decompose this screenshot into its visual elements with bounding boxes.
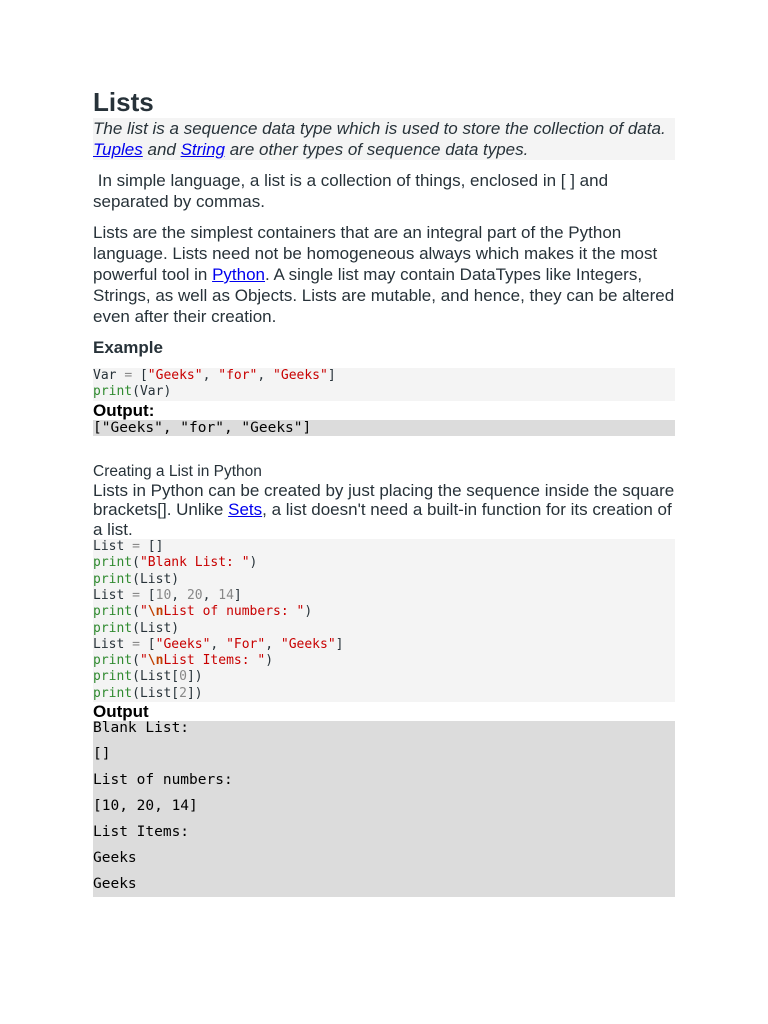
code-token: = — [132, 636, 140, 652]
code-token: ( — [132, 604, 140, 620]
code-token: 0 — [179, 669, 187, 685]
code-token: ) — [265, 653, 274, 669]
output-line: List of numbers: — [93, 772, 233, 789]
code-token: = — [132, 539, 140, 555]
code-line — [93, 572, 675, 588]
creating-list-paragraph — [93, 481, 675, 540]
intro-paragraph — [93, 118, 675, 160]
containers-paragraph — [93, 222, 675, 327]
output-line: Blank List: — [93, 720, 190, 737]
simple-language-paragraph: In simple language, a list is a collection of things, enclosed in [ ] and separated by commas. — [93, 171, 613, 211]
list-output-block — [93, 721, 675, 897]
code-token: ] — [327, 368, 336, 383]
code-token: \n — [147, 604, 164, 620]
code-token: List — [93, 539, 133, 555]
article — [93, 86, 675, 897]
code-token: print — [93, 384, 133, 400]
paragraph-text: Lists in Python can be created by just placing the sequence inside the square brackets[]. Unlike — [93, 480, 675, 520]
output-line: List Items: — [93, 824, 190, 841]
code-token: "Geeks" — [155, 636, 211, 652]
code-line — [93, 588, 675, 604]
code-token: , — [257, 368, 274, 383]
code-token: ] — [335, 636, 344, 652]
code-token: = — [132, 587, 140, 603]
code-token: List — [93, 636, 133, 652]
example-heading: Example — [93, 338, 163, 357]
code-token: [ — [139, 587, 156, 603]
code-token: (List) — [132, 571, 180, 587]
tuples-link[interactable]: Tuples — [93, 140, 143, 159]
code-token: List Items: " — [163, 653, 266, 669]
sets-link[interactable]: Sets — [228, 500, 263, 520]
intro-text: are other types of sequence data types. — [225, 140, 529, 159]
code-token: print — [93, 685, 133, 701]
code-token: "For" — [226, 636, 266, 652]
output-line: Geeks — [93, 850, 137, 867]
output-line: Geeks — [93, 876, 137, 893]
code-token: print — [93, 604, 133, 620]
code-token: List — [93, 587, 133, 603]
list-code-block — [93, 539, 675, 702]
code-token: , — [171, 587, 187, 603]
code-token: ( — [132, 653, 140, 669]
code-token: , — [210, 636, 227, 652]
code-token: \n — [147, 653, 164, 669]
output-label: Output: — [93, 400, 155, 420]
code-line — [93, 669, 675, 685]
code-token: ( — [132, 555, 140, 571]
code-line — [93, 555, 675, 571]
output-line: [] — [93, 746, 111, 763]
code-token: [ — [132, 368, 148, 383]
code-token: ]) — [186, 669, 203, 685]
code-token: " — [139, 604, 148, 620]
code-token: "for" — [218, 368, 258, 383]
code-token: ] — [233, 587, 242, 603]
code-token: "Geeks" — [147, 368, 203, 383]
code-token: ) — [304, 604, 313, 620]
code-line — [93, 384, 675, 400]
code-token: "Geeks" — [280, 636, 336, 652]
code-token: print — [93, 669, 133, 685]
output-line: [10, 20, 14] — [93, 798, 198, 815]
code-line — [93, 653, 675, 669]
code-line — [93, 368, 675, 384]
code-token: List of numbers: " — [163, 604, 305, 620]
section-title: Creating a List in Python — [93, 462, 262, 480]
intro-text: The list is a sequence data type which is used to store the collection of data. — [93, 119, 666, 138]
page-title: Lists — [93, 87, 154, 117]
code-line — [93, 686, 675, 702]
code-token: print — [93, 653, 133, 669]
code-token: 2 — [179, 685, 187, 701]
code-token: ) — [249, 555, 258, 571]
code-token: 14 — [218, 587, 234, 603]
code-token: (List[ — [132, 669, 180, 685]
code-token: [] — [139, 539, 164, 555]
code-token: , — [202, 368, 219, 383]
python-link[interactable]: Python — [212, 265, 266, 284]
output-label: Output — [93, 702, 149, 722]
code-line — [93, 604, 675, 620]
paragraph-text: . A single list may contain DataTypes like Integers, Strings, as well as Objects. Lists are mutable, and hence, they can be altered even after their creation. — [93, 265, 675, 326]
code-token: (Var) — [132, 384, 172, 400]
code-token: , — [202, 587, 219, 603]
code-line — [93, 637, 675, 653]
code-line — [93, 621, 675, 637]
code-token: 20 — [186, 587, 203, 603]
code-token: print — [93, 620, 133, 636]
code-token: , — [265, 636, 281, 652]
code-token: Var — [93, 368, 117, 383]
code-line — [93, 539, 675, 555]
code-token: (List) — [132, 620, 180, 636]
string-link[interactable]: String — [180, 140, 225, 159]
example-code-block — [93, 368, 675, 401]
code-token: "Geeks" — [273, 368, 328, 383]
intro-text: and — [142, 140, 181, 159]
paragraph-text: , a list doesn't need a built-in function for its creation of a list. — [93, 500, 672, 539]
code-token: print — [93, 571, 133, 587]
code-token: print — [93, 555, 133, 571]
code-token: (List[ — [132, 685, 180, 701]
code-token: " — [139, 653, 148, 669]
code-token: ]) — [186, 685, 203, 701]
code-token: = — [124, 368, 133, 383]
paragraph-text: Lists are the simplest containers that are an integral part of the Python language. Lists need not be homogeneous always which makes it the most powerful tool in — [93, 223, 658, 284]
code-token: "Blank List: " — [139, 555, 250, 571]
code-token: [ — [139, 636, 156, 652]
example-output: ["Geeks", "for", "Geeks"] — [93, 420, 675, 436]
code-token: 10 — [155, 587, 172, 603]
